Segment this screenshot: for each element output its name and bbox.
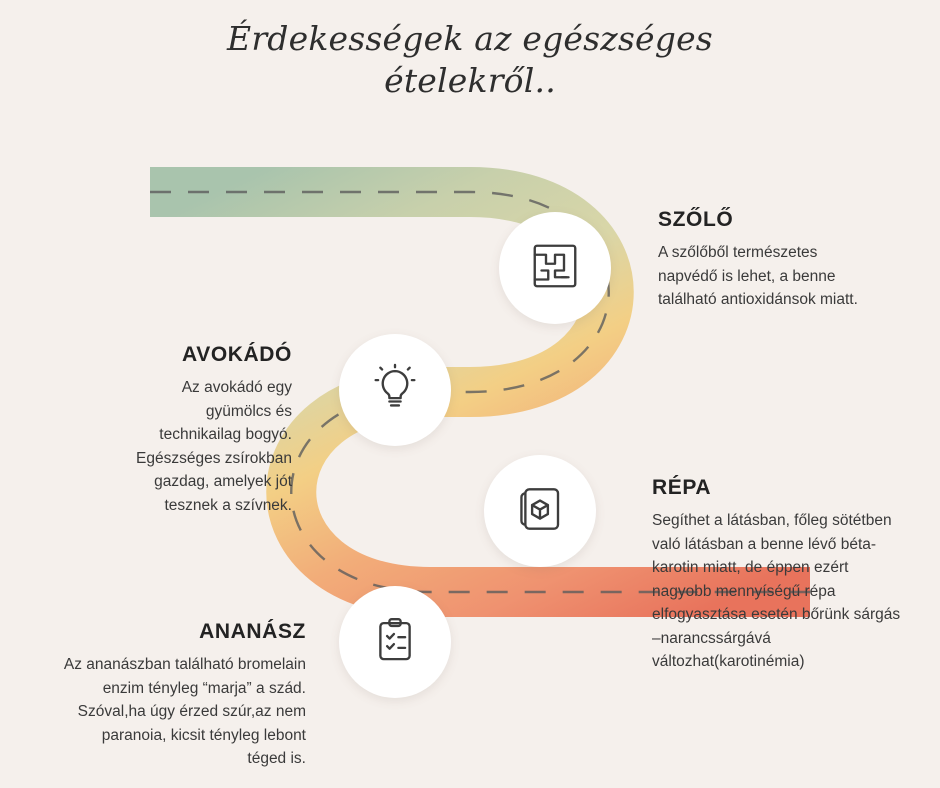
section-avokado (120, 343, 292, 517)
section-body-ananasz: Az ananászban található bromelain enzim tényleg “marja” a szád. Szóval,ha úgy érzed szúr,az nem paranoia, kicsit tényleg lebont téged is. (63, 656, 306, 768)
section-heading-avokado: AVOKÁDÓ (182, 343, 292, 366)
node-repa[interactable] (484, 455, 596, 567)
node-szolo[interactable] (499, 212, 611, 324)
section-ananasz (62, 620, 306, 771)
section-heading-ananasz: ANANÁSZ (199, 620, 306, 643)
node-avokado[interactable] (339, 334, 451, 446)
maze-icon (528, 239, 582, 298)
section-body-avokado: Az avokádó egy gyümölcs és technikailag bogyó. Egészséges zsírokban gazdag, amelyek jót tesznek a szívnek. (136, 379, 292, 514)
blueprint-icon (513, 482, 567, 541)
checklist-icon (368, 613, 422, 672)
section-heading-szolo: SZŐLŐ (658, 208, 734, 231)
lightbulb-icon (368, 361, 422, 420)
section-szolo (658, 208, 868, 312)
section-body-repa: Segíthet a látásban, főleg sötétben való látásban a benne lévő béta-karotin miatt, de éppen ezért nagyobb mennyíségű répa elfogyasztása esetén bőrünk sárgás –narancssárgává változhat(karotinémia) (652, 512, 901, 671)
section-heading-repa: RÉPA (652, 476, 712, 499)
section-repa (652, 476, 910, 674)
node-ananasz[interactable] (339, 586, 451, 698)
section-body-szolo: A szőlőből természetes napvédő is lehet, a benne található antioxidánsok miatt. (658, 244, 858, 309)
page-title: Érdekességek az egészséges ételekről.. (227, 19, 713, 101)
